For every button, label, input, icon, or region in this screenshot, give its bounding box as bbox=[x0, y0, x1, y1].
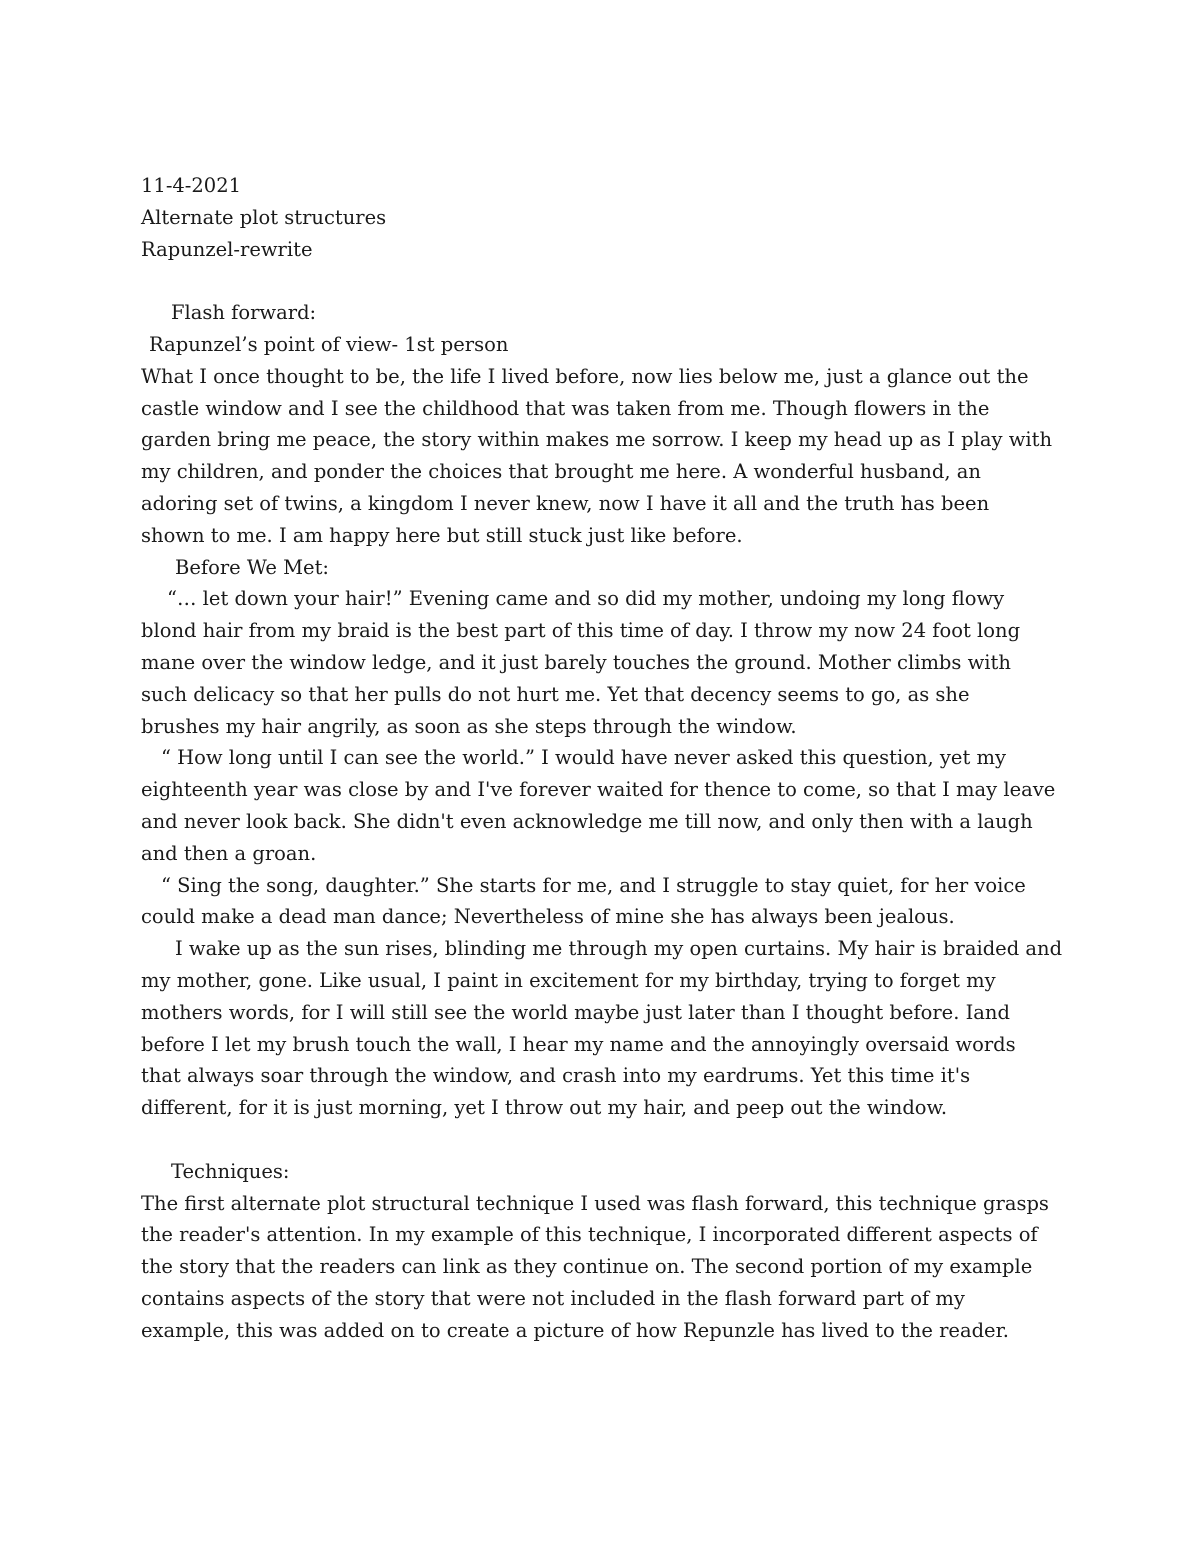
paragraph-line: contains aspects of the story that were not included in the flash forward part of my bbox=[141, 1286, 965, 1310]
paragraph-line: mane over the window ledge, and it just barely touches the ground. Mother climbs with bbox=[141, 650, 1011, 674]
paragraph-line: and never look back. She didn't even acknowledge me till now, and only then with a laugh bbox=[141, 809, 1033, 833]
techniques-paragraph bbox=[141, 1188, 1071, 1347]
paragraph-line: shown to me. I am happy here but still stuck just like before. bbox=[141, 523, 743, 547]
story-paragraph-1 bbox=[141, 583, 1071, 742]
techniques-heading: Techniques: bbox=[171, 1159, 290, 1183]
paragraph-line: blond hair from my braid is the best part of this time of day. I throw my now 24 foot long bbox=[141, 619, 1021, 643]
paragraph-line: that always soar through the window, and crash into my eardrums. Yet this time it's bbox=[141, 1064, 971, 1088]
flash-forward-heading: Flash forward: bbox=[171, 301, 317, 325]
paragraph-line: garden bring me peace, the story within makes me sorrow. I keep my head up as I play with bbox=[141, 428, 1053, 452]
before-we-met-heading: Before We Met: bbox=[175, 555, 329, 579]
blank-line bbox=[141, 1124, 1071, 1156]
story-paragraph-3 bbox=[141, 870, 1071, 934]
paragraph-line: eighteenth year was close by and I've forever waited for thence to come, so that I may leave bbox=[141, 778, 1056, 802]
story-paragraph-4 bbox=[141, 933, 1071, 1124]
paragraph-line: The first alternate plot structural technique I used was flash forward, this technique grasps bbox=[141, 1191, 1049, 1215]
paragraph-line: adoring set of twins, a kingdom I never knew, now I have it all and the truth has been bbox=[141, 491, 990, 515]
paragraph-line: What I once thought to be, the life I lived before, now lies below me, just a glance out the bbox=[141, 364, 1029, 388]
paragraph-line: such delicacy so that her pulls do not hurt me. Yet that decency seems to go, as she bbox=[141, 682, 970, 706]
story-subtitle: Rapunzel-rewrite bbox=[141, 237, 313, 261]
story-paragraph-2 bbox=[141, 742, 1071, 869]
paragraph-line: and then a groan. bbox=[141, 841, 317, 865]
blank-line bbox=[141, 265, 1071, 297]
paragraph-line: my children, and ponder the choices that brought me here. A wonderful husband, an bbox=[141, 460, 981, 484]
paragraph-line: example, this was added on to create a picture of how Repunzle has lived to the reader. bbox=[141, 1318, 1009, 1342]
paragraph-line: “… let down your hair!” Evening came and so did my mother, undoing my long flowy bbox=[167, 587, 1005, 611]
date-line: 11-4-2021 bbox=[141, 174, 242, 197]
paragraph-line: I wake up as the sun rises, blinding me through my open curtains. My hair is braided and bbox=[175, 937, 1063, 961]
paragraph-line: “ How long until I can see the world.” I would have never asked this question, yet my bbox=[161, 746, 1006, 770]
paragraph-line: brushes my hair angrily, as soon as she steps through the window. bbox=[141, 714, 797, 738]
paragraph-line: the story that the readers can link as they continue on. The second portion of my example bbox=[141, 1255, 1033, 1279]
paragraph-line: before I let my brush touch the wall, I hear my name and the annoyingly oversaid words bbox=[141, 1032, 1016, 1056]
paragraph-line: different, for it is just morning, yet I throw out my hair, and peep out the window. bbox=[141, 1096, 948, 1120]
paragraph-line: mothers words, for I will still see the world maybe just later than I thought before. Iand bbox=[141, 1000, 1010, 1024]
pov-line: Rapunzel’s point of view- 1st person bbox=[149, 332, 509, 356]
paragraph-line: “ Sing the song, daughter.” She starts for me, and I struggle to stay quiet, for her voice bbox=[161, 873, 1026, 897]
paragraph-line: my mother, gone. Like usual, I paint in excitement for my birthday, trying to forget my bbox=[141, 968, 996, 992]
assignment-title: Alternate plot structures bbox=[141, 205, 387, 229]
flash-forward-paragraph bbox=[141, 361, 1071, 552]
paragraph-line: could make a dead man dance; Nevertheless of mine she has always been jealous. bbox=[141, 905, 955, 929]
document-body bbox=[141, 170, 1071, 1346]
paragraph-line: the reader's attention. In my example of this technique, I incorporated different aspects of bbox=[141, 1223, 1038, 1247]
paragraph-line: castle window and I see the childhood that was taken from me. Though flowers in the bbox=[141, 396, 990, 420]
